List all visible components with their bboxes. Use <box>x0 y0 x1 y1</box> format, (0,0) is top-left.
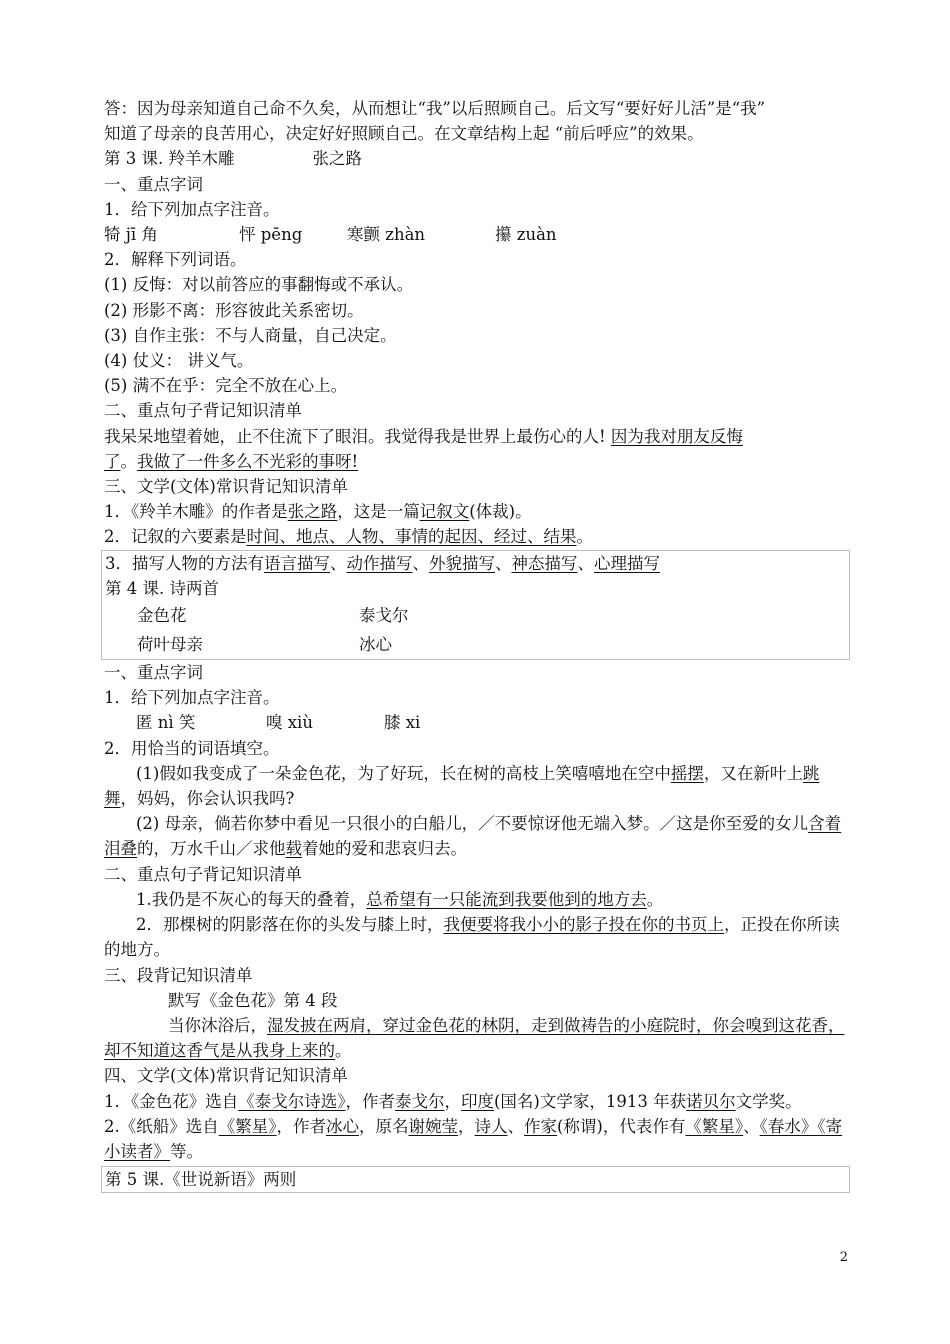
pinyin-item: 攥 zuàn <box>495 225 557 245</box>
section-heading: 三、段背记知识清单 <box>104 965 253 985</box>
question-heading: 2．用恰当的词语填空。 <box>104 738 280 758</box>
page-number: 2 <box>839 1250 848 1265</box>
knowledge-item: 3．描写人物的方法有语言描写、动作描写、外貌描写、神态描写、心理描写 <box>105 553 660 573</box>
answer-line-1: 答：因为母亲知道自己命不久矣，从而想让“我”以后照顾自己。后文写“要好好儿活”是“我” <box>104 99 766 118</box>
boxed-region <box>101 550 850 660</box>
lesson-3-name: 第 3 课. 羚羊木雕 <box>104 149 235 169</box>
section-heading: 二、重点句子背记知识清单 <box>104 864 302 884</box>
section-heading: 一、重点字词 <box>104 174 203 194</box>
question-heading: 1．给下列加点字注音。 <box>104 199 280 219</box>
answer-line-2: 知道了母亲的良苦用心，决定好好照顾自己。在文章结构上起 “前后呼应”的效果。 <box>104 124 704 144</box>
pinyin-item: 嗅 xiù <box>266 713 313 733</box>
pinyin-item: 膝 xi <box>384 713 421 733</box>
lesson-3-author: 张之路 <box>312 149 362 169</box>
pinyin-item: 犄 jī 角 <box>104 225 158 245</box>
pinyin-row <box>104 222 850 247</box>
key-sentence: 我呆呆地望着她，止不住流下了眼泪。我觉得我是世界上最伤心的人! 因为我对朋友反悔 了。我做了一件多么不光彩的事呀! <box>104 426 743 471</box>
definition-item: (1) 反悔：对以前答应的事翻悔或不承认。 <box>104 275 414 295</box>
definition-item: (4) 仗义： 讲义气。 <box>104 351 254 371</box>
knowledge-item: 2．记叙的六要素是时间、地点、人物、事情的起因、经过、结果。 <box>104 527 593 547</box>
pinyin-row <box>104 710 850 735</box>
definition-item: (5) 满不在乎：完全不放在心上。 <box>104 376 348 396</box>
poem-row: 金色花 泰戈尔 <box>137 606 409 626</box>
pinyin-item: 匿 nì 笑 <box>136 713 196 733</box>
key-sentence: 1.我仍是不灰心的每天的叠着，总希望有一只能流到我要他到的地方去。 <box>136 889 664 909</box>
fill-blank-item: (2) 母亲，倘若你梦中看见一只很小的白船儿，／不要惊讶他无端入梦。／这是你至爱的女儿含着泪叠的，万水千山／求他载着她的爱和悲哀归去。 <box>104 814 842 859</box>
definition-item: (3) 自作主张：不与人商量，自己决定。 <box>104 325 397 345</box>
fill-blank-item: (1)假如我变成了一朵金色花，为了好玩，长在树的高枝上笑嘻嘻地在空中摇摆，又在新叶上跳舞，妈妈，你会认识我吗? <box>104 763 820 809</box>
document-page <box>104 96 850 1193</box>
pinyin-item: 怦 pēng <box>239 225 303 245</box>
section-heading: 一、重点字词 <box>104 663 203 683</box>
knowledge-item: 1．《羚羊木雕》的作者是张之路，这是一篇记叙文(体裁)。 <box>104 502 532 522</box>
definition-item: (2) 形影不离：形容彼此关系密切。 <box>104 300 364 320</box>
lesson-3-title <box>104 146 850 171</box>
pinyin-item: 寒颤 zhàn <box>347 225 426 245</box>
dictation-heading: 默写《金色花》第 4 段 <box>168 990 338 1010</box>
key-sentence: 2．那棵树的阴影落在你的头发与膝上时，我便要将我小小的影子投在你的书页上，正投在你所读的地方。 <box>104 915 840 960</box>
knowledge-item: 1．《金色花》选自《泰戈尔诗选》，作者泰戈尔，印度(国名)文学家，1913 年获诺贝尔文学奖。 <box>104 1091 802 1111</box>
section-heading: 二、重点句子背记知识清单 <box>104 401 302 421</box>
question-heading: 1．给下列加点字注音。 <box>104 688 280 708</box>
poem-row: 荷叶母亲 冰心 <box>137 635 392 655</box>
lesson-5-title: 第 5 课.《世说新语》两则 <box>101 1166 850 1193</box>
lesson-4-title: 第 4 课. 诗两首 <box>105 578 219 598</box>
question-heading: 2．解释下列词语。 <box>104 250 247 270</box>
section-heading: 四、文学(文体)常识背记知识清单 <box>104 1066 348 1086</box>
dictation-paragraph: 当你沐浴后，湿发披在两肩，穿过金色花的林阴，走到做祷告的小庭院时，你会嗅到这花香，却不知道这香气是从我身上来的。 <box>104 1015 845 1061</box>
section-heading: 三、文学(文体)常识背记知识清单 <box>104 477 348 497</box>
knowledge-item: 2.《纸船》选自《繁星》，作者冰心，原名谢婉莹，诗人、作家(称谓)，代表作有《繁星》、《春水》《寄小读者》等。 <box>104 1116 843 1161</box>
